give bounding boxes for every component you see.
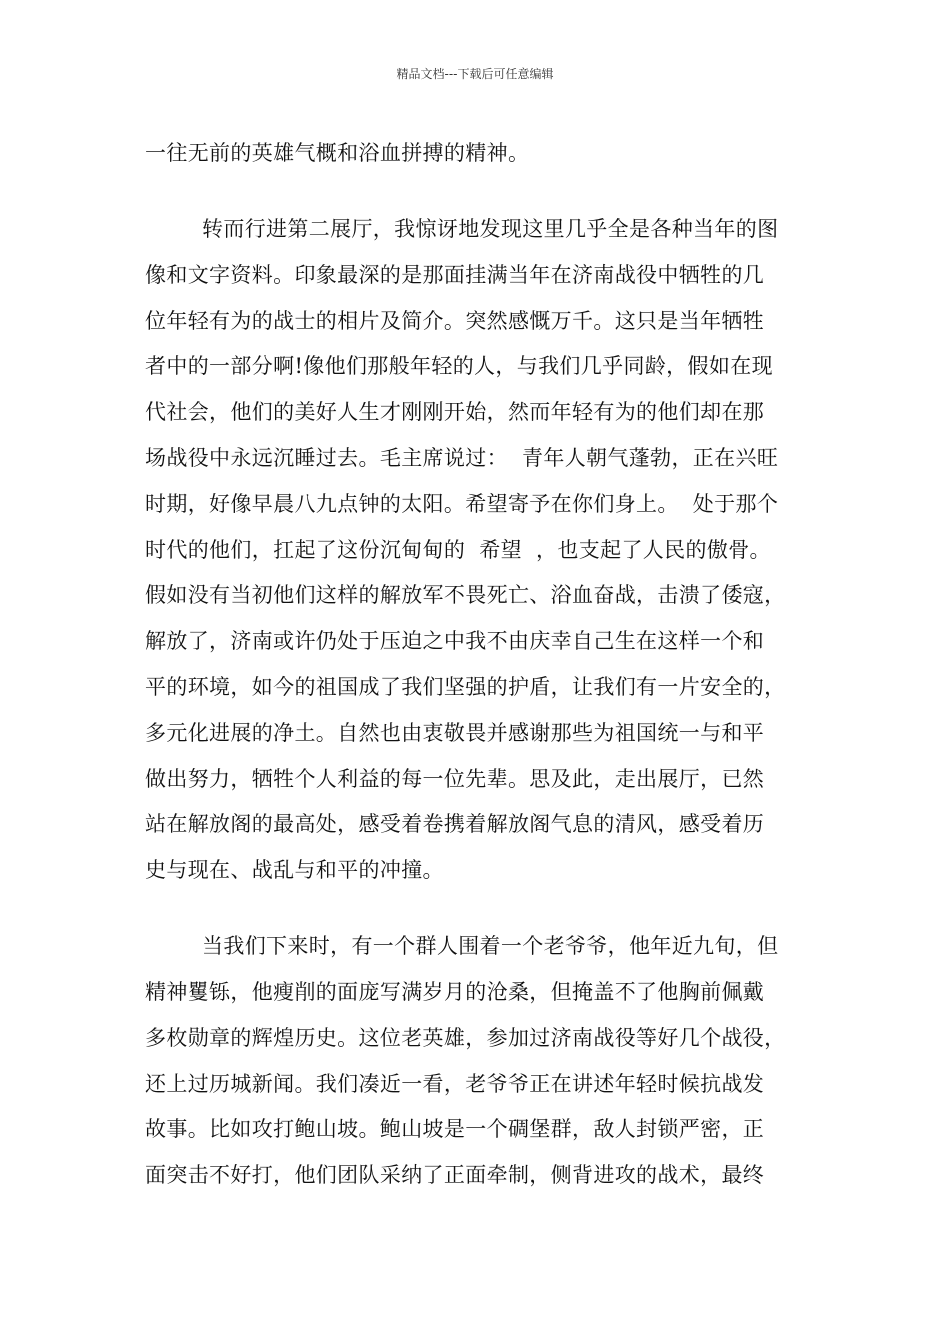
- text-line: 故事。比如攻打鲍山坡。鲍山坡是一个碉堡群，敌人封锁严密，正: [145, 1117, 765, 1142]
- text-line: 假如没有当初他们这样的解放军不畏死亡、浴血奋战，击溃了倭寇，: [145, 583, 786, 608]
- text-line: 史与现在、战乱与和平的冲撞。: [145, 858, 444, 883]
- text-line: 面突击不好打，他们团队采纳了正面牵制，侧背进攻的战术，最终: [145, 1163, 765, 1188]
- text-line: 多元化进展的净土。自然也由衷敬畏并感谢那些为祖国统一与和平: [145, 720, 765, 745]
- text-line: 者中的一部分啊!像他们那般年轻的人，与我们几乎同龄，假如在现: [145, 354, 773, 379]
- text-line: 像和文字资料。印象最深的是那面挂满当年在济南战役中牺牲的几: [145, 262, 765, 287]
- text-line: 还上过历城新闻。我们凑近一看，老爷爷正在讲述年轻时候抗战发: [145, 1071, 765, 1096]
- paragraph-gap: [145, 894, 845, 924]
- paragraph: [145, 131, 845, 177]
- text-line: 转而行进第二展厅，我惊讶地发现这里几乎全是各种当年的图: [202, 216, 779, 241]
- text-line: 代社会，他们的美好人生才刚刚开始，然而年轻有为的他们却在那: [145, 400, 765, 425]
- paragraph: [145, 207, 845, 894]
- document-body: [145, 131, 845, 1199]
- text-line: 做出努力，牺牲个人利益的每一位先辈。思及此，走出展厅，已然: [145, 766, 765, 791]
- text-line: 精神矍铄，他瘦削的面庞写满岁月的沧桑，但掩盖不了他胸前佩戴: [145, 979, 765, 1004]
- paragraph-gap: [145, 177, 845, 207]
- text-line: 场战役中永远沉睡过去。毛主席说过： 青年人朝气蓬勃，正在兴旺: [145, 445, 779, 470]
- text-line: 站在解放阁的最高处，感受着卷携着解放阁气息的清风，感受着历: [145, 812, 765, 837]
- text-line: 多枚勋章的辉煌历史。这位老英雄，参加过济南战役等好几个战役，: [145, 1025, 786, 1050]
- text-line: 解放了，济南或许仍处于压迫之中我不由庆幸自己生在这样一个和: [145, 629, 765, 654]
- text-line: 当我们下来时，有一个群人围着一个老爷爷，他年近九旬，但: [202, 934, 779, 959]
- text-line: 一往无前的英雄气概和浴血拼搏的精神。: [145, 141, 530, 165]
- page-header: 精品文档---下载后可任意编辑: [396, 67, 554, 81]
- paragraph: [145, 924, 845, 1199]
- text-line: 时期，好像早晨八九点钟的太阳。希望寄予在你们身上。 处于那个: [145, 491, 779, 516]
- text-line: 位年轻有为的战士的相片及简介。突然感慨万千。这只是当年牺牲: [145, 308, 765, 333]
- text-line: 平的环境，如今的祖国成了我们坚强的护盾，让我们有一片安全的，: [145, 674, 786, 699]
- text-line: 时代的他们，扛起了这份沉甸甸的 希望 ，也支起了人民的傲骨。: [145, 537, 771, 562]
